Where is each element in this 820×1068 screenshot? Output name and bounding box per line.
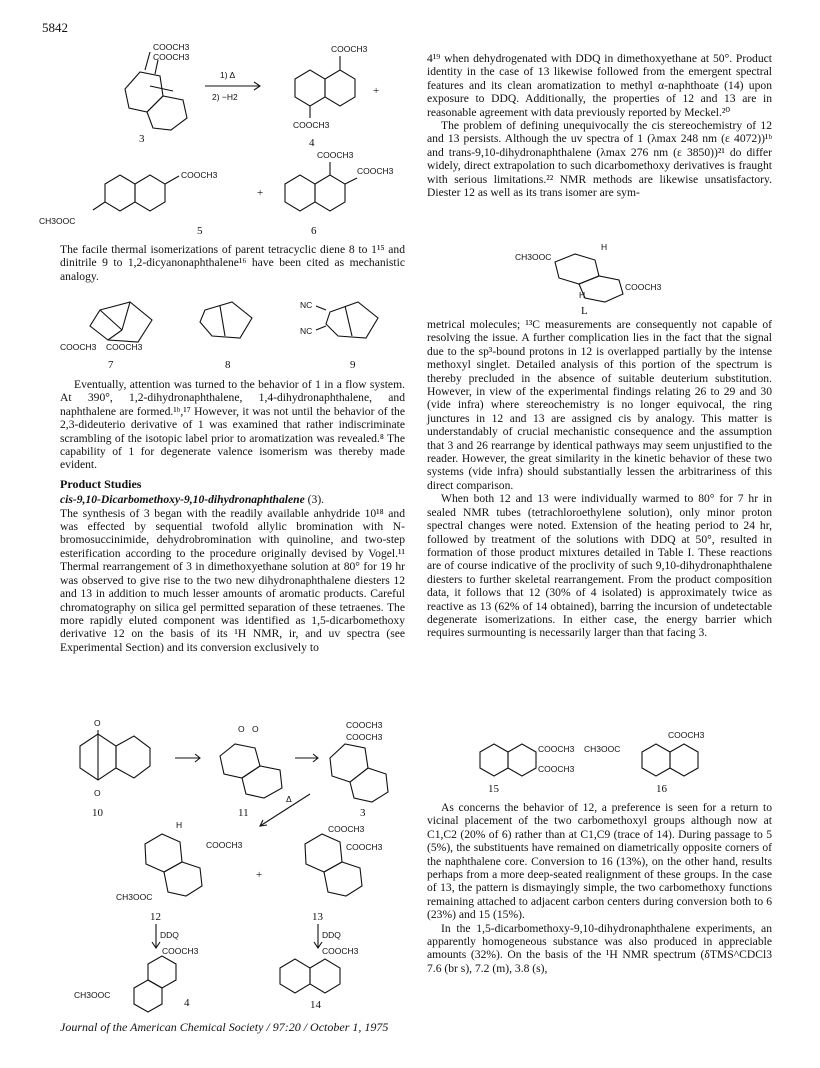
paragraph: In the 1,5-dicarbomethoxy-9,10-dihydronaphthalene experiments, an apparently homogeneous substance was also produced in appreciable amounts (32%). On the basis of the ¹H NMR spectrum (δTMS^CDCl3 7.6 (br s), 7.2 (m), 3.8 (s), (427, 921, 772, 975)
cooch3-label: COOCH3 (293, 120, 330, 130)
cooch3-label: COOCH3 (317, 150, 354, 160)
compound-9-label: 9 (350, 359, 356, 371)
h-label: H (579, 290, 586, 300)
compound-8-label: 8 (225, 359, 231, 371)
paragraph: The facile thermal isomerizations of parent tetracyclic diene 8 to 1¹⁵ and dinitrile 9 to 1,2-dicyanonaphthalene¹⁶ have been cited as mechanistic analogy. (60, 243, 405, 283)
compound-14-label: 14 (310, 999, 321, 1011)
compound-13-label: 13 (312, 911, 323, 923)
compound-7-label: 7 (108, 359, 114, 371)
cooch3-label: COOCH3 (162, 946, 199, 956)
subsection-heading: cis-9,10-Dicarbomethoxy-9,10-dihydronaphthalene (60, 493, 305, 507)
nc-label: NC (300, 300, 313, 310)
cooch3-label: COOCH3 (538, 764, 575, 774)
paragraph: When both 12 and 13 were individually warmed to 80° for 7 hr in sealed NMR tubes (tetrachloroethylene solution), only minor proton spectral changes were noted. Extension of the heating period to 24 hr, followed by treatment of the solutions with DDQ at 50°, resulted in formation of those product mixtures detailed in Table I. These reactions are of course indicative of the proclivity of such 9,10-dihydronaphthalene diesters to further skeletal rearrangement. From the product composition data, it follows that 12 (30% of 4 isolated) is approximately twice as reactive as 13 (62% of 14 obtained), barring the incursion of undetectable degenerate isomerizations. In either case, the energy barrier which requires surmounting is necessarily larger than that facing 3. (427, 492, 772, 640)
cooch3-label: COOCH3 (322, 946, 359, 956)
right-column-text-2 (427, 318, 772, 640)
trans-diester-structure (515, 240, 715, 315)
cooch3-label: COOCH3 (153, 52, 190, 62)
compound-5-label: 5 (197, 225, 203, 237)
page-number: 5842 (42, 20, 68, 35)
compound-4-label: 4 (309, 137, 315, 149)
paragraph: The problem of defining unequivocally the cis stereochemistry of 12 and 13 persists. Although the uv spectra of 1 (λmax 248 nm (ε 4072))¹ᵇ and trans-9,10-dihydronaphthalene (λmax 276 nm (ε 3850))²¹ do differ widely, direct extrapolation to such dicarbomethoxy derivatives is fraught with serious limitations.²² NMR methods are likewise unsatisfactory. Diester 12 as well as its trans isomer are sym- (427, 119, 772, 200)
compound-4-label: 4 (184, 997, 190, 1009)
compound-10-label: 10 (92, 807, 103, 819)
nc-label: NC (300, 326, 313, 336)
delta-label: Δ (286, 794, 292, 804)
oxygen-label: O (94, 788, 101, 798)
compound-16-label: 16 (656, 783, 667, 795)
compound-l-label: L (581, 305, 588, 317)
cooch3-label: COOCH3 (328, 824, 365, 834)
step-2-label: 2) −H2 (212, 92, 238, 102)
right-column-text-3 (427, 801, 772, 975)
cooch3-label: COOCH3 (181, 170, 218, 180)
paragraph: As concerns the behavior of 12, a preference is seen for a return to vicinal placement of the two carbomethoxyl groups although now at C1,C2 (20% of 6) rather than at C1,C9 (trace of 14). During passage to 5 (5%), the substituents have remained on diametrically opposite corners of the naphthalene core. Conversion to 16 (13%), on the other hand, results perhaps from a more deep-seated realignment of these groups. In the case of 13, the pattern is dismayingly simple, the two carbomethoxy functions remaining attached to adjacent carbon centers during conversion both to 6 (23%) and 15 (15%). (427, 801, 772, 922)
oxygen-label: O (252, 724, 259, 734)
compound-3-label: 3 (139, 133, 145, 145)
ddq-label: DDQ (160, 930, 179, 940)
scheme-10-to-14 (60, 716, 405, 1011)
plus-sign: + (373, 85, 380, 97)
scheme-7-8-9 (60, 290, 405, 370)
paragraph (60, 493, 405, 506)
paragraph: The synthesis of 3 began with the readily available anhydride 10¹⁸ and was effected by sequential twofold allylic bromination with N-bromosuccinimide, dehydrobromination with quinoline, and two-step esterification according to the procedure originally devised by Vogel.¹¹ Thermal rearrangement of 3 in dimethoxyethane solution at 80° for 19 hr was observed to give rise to the two new dihydronaphthalene diesters 12 and 13 in addition to much lesser amounts of aromatic products. Careful chromatography on silica gel permitted separation of these tetraenes. The more rapidly eluted component was identified as 1,5-dicarbomethoxy derivative 12 on the basis of its ¹H NMR, ir, and uv spectra (see Experimental Section) and its conversion exclusively to (60, 506, 405, 654)
h-label: H (176, 820, 183, 830)
cooch3-label: COOCH3 (625, 282, 662, 292)
cooch3-label: COOCH3 (538, 744, 575, 754)
journal-footer: Journal of the American Chemical Society / 97:20 / October 1, 1975 (60, 1020, 389, 1034)
ch3ooc-label: CH3OOC (74, 990, 111, 1000)
compound-15-label: 15 (488, 783, 499, 795)
cooch3-label: COOCH3 (668, 730, 705, 740)
compound-6-label: 6 (311, 225, 317, 237)
right-column-text-1 (427, 52, 772, 199)
cooch3-label: COOCH3 (346, 732, 383, 742)
cooch3-label: COOCH3 (60, 342, 97, 352)
ch3ooc-label: CH3OOC (515, 252, 552, 262)
cooch3-label: COOCH3 (346, 842, 383, 852)
cooch3-label: COOCH3 (206, 840, 243, 850)
scheme-3-to-4-5-6 (39, 34, 415, 244)
oxygen-label: O (94, 718, 101, 728)
plus-sign: + (256, 869, 263, 881)
ch3ooc-label: CH3OOC (584, 744, 621, 754)
left-column-text-1 (60, 243, 405, 283)
paragraph: 4¹⁹ when dehydrogenated with DDQ in dimethoxyethane at 50°. Product identity in the case of 13 likewise followed from the emergent spectral features and its clean aromatization to methyl α-naphthoate (14) upon exposure to DDQ. Additionally, the properties of 12 and 13 are in reasonable agreement with data previously reported by Meckel.²⁰ (427, 52, 772, 119)
compound-3-label: 3 (360, 807, 366, 819)
step-1-label: 1) Δ (220, 70, 236, 80)
plus-sign: + (257, 187, 264, 199)
cooch3-label: COOCH3 (346, 720, 383, 730)
h-label: H (601, 242, 608, 252)
section-heading: Product Studies (60, 476, 142, 491)
cooch3-label: COOCH3 (153, 42, 190, 52)
ch3ooc-label: CH3OOC (116, 892, 153, 902)
ch3ooc-label: CH3OOC (39, 216, 76, 226)
left-column-text-2 (60, 378, 405, 654)
compound-11-label: 11 (238, 807, 249, 819)
ddq-label: DDQ (322, 930, 341, 940)
cooch3-label: COOCH3 (106, 342, 143, 352)
compound-12-label: 12 (150, 911, 161, 923)
scheme-15-16 (470, 730, 750, 800)
cooch3-label: COOCH3 (357, 166, 394, 176)
oxygen-label: O (238, 724, 245, 734)
paragraph: metrical molecules; ¹³C measurements are consequently not capable of resolving the issue. A further complication lies in the fact that the signal due to the sp³-bound protons in 12 is overlapped partially by the intense methoxyl singlet. Detailed analysis of this portion of the spectrum is thereby precluded in the absence of suitable deuterium substitution. However, in view of the experimental findings relating 26 to 29 and 30 (vide infra) where stereochemistry is no longer equivocal, the ring junctures in 12 and 13 are assigned cis by analogy. This matter is understandably of crucial mechanistic consequence and the assumption that 3 and 26 rearrange by identical pathways may seem unjustified to the reader. However, the great similarity in the kinetic behavior of these two systems (vide infra) should substantially lessen the arbitrariness of this direct comparison. (427, 318, 772, 492)
cooch3-label: COOCH3 (331, 44, 368, 54)
subsection-number: (3). (307, 493, 325, 507)
paragraph: Eventually, attention was turned to the behavior of 1 in a flow system. At 390°, 1,2-dihydronaphthalene, 1,4-dihydronaphthalene, and naphthalene are formed.¹ᵇ,¹⁷ However, it was not until the behavior of the 2,3-dideuterio derivative of 1 was examined that rather indiscriminate scrambling of the isotopic label prior to aromatization was revealed.⁸ The capability of 1 for degenerate valence isomerism was thereby made evident. (60, 378, 405, 472)
